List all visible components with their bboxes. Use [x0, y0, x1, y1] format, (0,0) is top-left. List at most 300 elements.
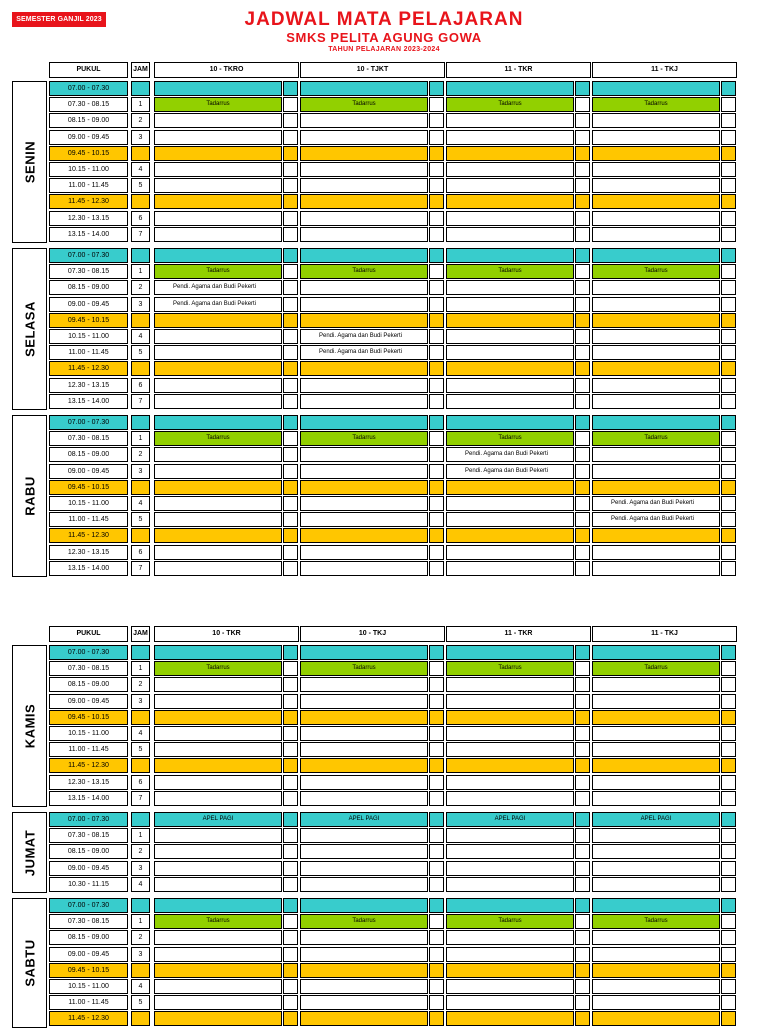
subject-cell — [592, 248, 720, 263]
jam-cell: 4 — [131, 329, 150, 344]
subject-cell — [446, 178, 574, 193]
subject-cell — [446, 742, 574, 757]
teacher-code-cell — [721, 447, 736, 462]
subject-cell: Tadarrus — [154, 264, 282, 279]
subject-cell — [154, 313, 282, 328]
subject-cell — [592, 480, 720, 495]
teacher-code-cell — [283, 415, 298, 430]
subject-cell — [592, 178, 720, 193]
teacher-code-cell — [575, 480, 590, 495]
subject-cell — [300, 694, 428, 709]
jam-cell: 1 — [131, 431, 150, 446]
subject-cell — [592, 361, 720, 376]
teacher-code-cell — [429, 297, 444, 312]
teacher-code-cell — [721, 791, 736, 806]
teacher-code-cell — [575, 791, 590, 806]
teacher-code-cell — [283, 758, 298, 773]
subject-cell — [446, 496, 574, 511]
teacher-code-cell — [283, 963, 298, 978]
subject-cell — [592, 828, 720, 843]
subject-cell — [446, 898, 574, 913]
teacher-code-cell — [429, 742, 444, 757]
teacher-code-cell — [429, 447, 444, 462]
teacher-code-cell — [721, 162, 736, 177]
teacher-code-cell — [721, 677, 736, 692]
jam-cell: 4 — [131, 496, 150, 511]
teacher-code-cell — [283, 194, 298, 209]
time-cell: 11.00 - 11.45 — [49, 512, 128, 527]
subject-cell: Pendi. Agama dan Budi Pekerti — [300, 329, 428, 344]
teacher-code-cell — [283, 995, 298, 1010]
subject-cell — [300, 979, 428, 994]
teacher-code-cell — [429, 947, 444, 962]
subject-cell: APEL PAGI — [300, 812, 428, 827]
subject-cell — [300, 280, 428, 295]
subject-cell — [154, 995, 282, 1010]
subject-cell: Tadarrus — [300, 914, 428, 929]
teacher-code-cell — [429, 995, 444, 1010]
jam-cell: 3 — [131, 130, 150, 145]
subject-cell: Pendi. Agama dan Budi Pekerti — [154, 297, 282, 312]
header-class: 11 - TKR — [446, 62, 591, 78]
teacher-code-cell — [429, 345, 444, 360]
teacher-code-cell — [429, 329, 444, 344]
teacher-code-cell — [429, 394, 444, 409]
teacher-code-cell — [575, 297, 590, 312]
teacher-code-cell — [721, 178, 736, 193]
teacher-code-cell — [283, 645, 298, 660]
subject-cell — [592, 898, 720, 913]
subject-cell — [446, 146, 574, 161]
subject-cell — [154, 146, 282, 161]
day-label-box — [12, 81, 47, 243]
subject-cell — [446, 211, 574, 226]
subject-cell: Tadarrus — [154, 97, 282, 112]
teacher-code-cell — [283, 248, 298, 263]
subject-cell — [446, 561, 574, 576]
subject-cell — [154, 758, 282, 773]
teacher-code-cell — [721, 694, 736, 709]
subject-cell — [300, 194, 428, 209]
time-cell: 07.00 - 07.30 — [49, 898, 128, 913]
subject-cell — [446, 877, 574, 892]
teacher-code-cell — [429, 877, 444, 892]
subject-cell — [154, 394, 282, 409]
teacher-code-cell — [721, 415, 736, 430]
teacher-code-cell — [721, 97, 736, 112]
subject-cell — [300, 963, 428, 978]
subject-cell: Tadarrus — [300, 661, 428, 676]
teacher-code-cell — [283, 394, 298, 409]
subject-cell — [154, 81, 282, 96]
time-cell: 07.00 - 07.30 — [49, 248, 128, 263]
subject-cell — [592, 979, 720, 994]
teacher-code-cell — [429, 280, 444, 295]
teacher-code-cell — [283, 496, 298, 511]
teacher-code-cell — [721, 512, 736, 527]
teacher-code-cell — [721, 194, 736, 209]
jam-cell: 2 — [131, 930, 150, 945]
subject-cell — [446, 81, 574, 96]
teacher-code-cell — [429, 415, 444, 430]
teacher-code-cell — [721, 248, 736, 263]
teacher-code-cell — [721, 645, 736, 660]
subject-cell — [446, 930, 574, 945]
subject-cell: APEL PAGI — [154, 812, 282, 827]
subject-cell — [592, 1011, 720, 1026]
teacher-code-cell — [721, 329, 736, 344]
teacher-code-cell — [429, 545, 444, 560]
teacher-code-cell — [721, 758, 736, 773]
teacher-code-cell — [721, 345, 736, 360]
teacher-code-cell — [575, 694, 590, 709]
time-cell: 12.30 - 13.15 — [49, 545, 128, 560]
time-cell: 13.15 - 14.00 — [49, 227, 128, 242]
time-cell: 09.45 - 10.15 — [49, 313, 128, 328]
teacher-code-cell — [429, 361, 444, 376]
subject-cell — [154, 227, 282, 242]
time-cell: 13.15 - 14.00 — [49, 791, 128, 806]
subject-cell: Tadarrus — [446, 431, 574, 446]
subject-cell — [592, 297, 720, 312]
jam-cell — [131, 812, 150, 827]
teacher-code-cell — [721, 947, 736, 962]
subject-cell — [592, 329, 720, 344]
time-cell: 10.30 - 11.15 — [49, 877, 128, 892]
subject-cell — [592, 378, 720, 393]
time-cell: 10.15 - 11.00 — [49, 329, 128, 344]
subject-cell — [300, 130, 428, 145]
subject-cell — [300, 447, 428, 462]
subject-cell: Tadarrus — [154, 914, 282, 929]
subject-cell — [154, 710, 282, 725]
teacher-code-cell — [575, 345, 590, 360]
subject-cell — [300, 162, 428, 177]
teacher-code-cell — [575, 979, 590, 994]
teacher-code-cell — [575, 947, 590, 962]
subject-cell — [446, 194, 574, 209]
teacher-code-cell — [429, 758, 444, 773]
teacher-code-cell — [429, 645, 444, 660]
semester-badge: SEMESTER GANJIL 2023 — [12, 12, 106, 27]
teacher-code-cell — [575, 812, 590, 827]
teacher-code-cell — [575, 97, 590, 112]
subject-cell — [592, 861, 720, 876]
teacher-code-cell — [429, 130, 444, 145]
time-cell: 11.45 - 12.30 — [49, 758, 128, 773]
header-class: 10 - TKR — [154, 626, 299, 642]
jam-cell: 2 — [131, 113, 150, 128]
subject-cell — [592, 394, 720, 409]
subject-cell — [300, 146, 428, 161]
teacher-code-cell — [283, 447, 298, 462]
subject-cell — [446, 313, 574, 328]
time-cell: 07.30 - 08.15 — [49, 828, 128, 843]
subject-cell — [154, 1011, 282, 1026]
jam-cell: 3 — [131, 861, 150, 876]
subject-cell — [446, 694, 574, 709]
teacher-code-cell — [283, 947, 298, 962]
jam-cell: 1 — [131, 661, 150, 676]
subject-cell — [300, 496, 428, 511]
subject-cell — [446, 415, 574, 430]
subject-cell — [300, 677, 428, 692]
subject-cell — [154, 742, 282, 757]
teacher-code-cell — [429, 844, 444, 859]
subject-cell — [300, 828, 428, 843]
teacher-code-cell — [721, 464, 736, 479]
jam-cell: 1 — [131, 264, 150, 279]
subject-cell — [154, 561, 282, 576]
subject-cell — [592, 464, 720, 479]
time-cell: 07.30 - 08.15 — [49, 431, 128, 446]
teacher-code-cell — [575, 828, 590, 843]
teacher-code-cell — [283, 742, 298, 757]
teacher-code-cell — [429, 914, 444, 929]
teacher-code-cell — [429, 791, 444, 806]
teacher-code-cell — [575, 178, 590, 193]
subject-cell — [154, 496, 282, 511]
subject-cell — [154, 694, 282, 709]
subject-cell — [300, 394, 428, 409]
teacher-code-cell — [575, 394, 590, 409]
day-label-box — [12, 812, 47, 893]
jam-cell: 3 — [131, 464, 150, 479]
teacher-code-cell — [575, 264, 590, 279]
teacher-code-cell — [429, 963, 444, 978]
subject-cell: Tadarrus — [154, 431, 282, 446]
subject-cell — [300, 545, 428, 560]
subject-cell — [300, 898, 428, 913]
subject-cell — [300, 726, 428, 741]
time-cell: 12.30 - 13.15 — [49, 775, 128, 790]
subject-cell — [446, 828, 574, 843]
day-name: SENIN — [22, 140, 37, 184]
subject-cell — [446, 394, 574, 409]
teacher-code-cell — [283, 812, 298, 827]
jam-cell — [131, 194, 150, 209]
teacher-code-cell — [721, 995, 736, 1010]
teacher-code-cell — [429, 113, 444, 128]
teacher-code-cell — [283, 431, 298, 446]
subject-cell — [154, 930, 282, 945]
jam-cell: 5 — [131, 512, 150, 527]
jam-cell: 1 — [131, 828, 150, 843]
teacher-code-cell — [575, 775, 590, 790]
teacher-code-cell — [575, 677, 590, 692]
teacher-code-cell — [283, 227, 298, 242]
teacher-code-cell — [283, 81, 298, 96]
subject-cell: APEL PAGI — [446, 812, 574, 827]
subject-cell — [592, 742, 720, 757]
subject-cell — [446, 162, 574, 177]
teacher-code-cell — [283, 146, 298, 161]
subject-cell — [154, 447, 282, 462]
subject-cell — [446, 329, 574, 344]
subject-cell: Tadarrus — [592, 431, 720, 446]
teacher-code-cell — [283, 710, 298, 725]
teacher-code-cell — [575, 113, 590, 128]
subject-cell — [592, 775, 720, 790]
subject-cell — [446, 791, 574, 806]
teacher-code-cell — [721, 146, 736, 161]
teacher-code-cell — [429, 431, 444, 446]
subject-cell — [592, 963, 720, 978]
subject-cell — [154, 979, 282, 994]
teacher-code-cell — [429, 861, 444, 876]
time-cell: 08.15 - 09.00 — [49, 113, 128, 128]
subject-cell — [300, 861, 428, 876]
time-cell: 07.30 - 08.15 — [49, 97, 128, 112]
teacher-code-cell — [575, 496, 590, 511]
header-class: 11 - TKJ — [592, 626, 737, 642]
subject-cell — [154, 828, 282, 843]
teacher-code-cell — [283, 113, 298, 128]
subject-cell — [300, 211, 428, 226]
subject-cell — [446, 361, 574, 376]
teacher-code-cell — [575, 431, 590, 446]
time-cell: 07.30 - 08.15 — [49, 264, 128, 279]
subject-cell — [154, 775, 282, 790]
subject-cell — [446, 345, 574, 360]
subject-cell: Tadarrus — [446, 264, 574, 279]
jam-cell: 4 — [131, 877, 150, 892]
teacher-code-cell — [721, 378, 736, 393]
subject-cell — [592, 947, 720, 962]
subject-cell — [154, 963, 282, 978]
teacher-code-cell — [721, 528, 736, 543]
subject-cell — [154, 512, 282, 527]
teacher-code-cell — [283, 1011, 298, 1026]
time-cell: 09.00 - 09.45 — [49, 464, 128, 479]
teacher-code-cell — [429, 812, 444, 827]
subject-cell — [154, 898, 282, 913]
jam-cell: 2 — [131, 844, 150, 859]
teacher-code-cell — [721, 431, 736, 446]
jam-cell — [131, 528, 150, 543]
time-cell: 09.00 - 09.45 — [49, 947, 128, 962]
time-cell: 09.45 - 10.15 — [49, 710, 128, 725]
header-class: 10 - TKRO — [154, 62, 299, 78]
teacher-code-cell — [283, 877, 298, 892]
subject-cell — [300, 947, 428, 962]
subject-cell — [592, 710, 720, 725]
subject-cell — [300, 775, 428, 790]
time-cell: 09.00 - 09.45 — [49, 130, 128, 145]
teacher-code-cell — [721, 561, 736, 576]
subject-cell — [592, 345, 720, 360]
teacher-code-cell — [429, 710, 444, 725]
subject-cell — [446, 113, 574, 128]
subject-cell — [300, 512, 428, 527]
subject-cell — [154, 545, 282, 560]
teacher-code-cell — [575, 146, 590, 161]
teacher-code-cell — [283, 528, 298, 543]
subject-cell — [300, 464, 428, 479]
subject-cell: Pendi. Agama dan Budi Pekerti — [592, 496, 720, 511]
teacher-code-cell — [721, 81, 736, 96]
subject-cell — [592, 791, 720, 806]
teacher-code-cell — [429, 81, 444, 96]
subject-cell: Tadarrus — [592, 97, 720, 112]
teacher-code-cell — [575, 914, 590, 929]
teacher-code-cell — [721, 930, 736, 945]
subject-cell — [300, 480, 428, 495]
teacher-code-cell — [721, 1011, 736, 1026]
subject-cell — [446, 979, 574, 994]
teacher-code-cell — [575, 378, 590, 393]
teacher-code-cell — [283, 480, 298, 495]
subject-cell — [446, 645, 574, 660]
teacher-code-cell — [283, 280, 298, 295]
teacher-code-cell — [283, 162, 298, 177]
jam-cell: 6 — [131, 378, 150, 393]
time-cell: 08.15 - 09.00 — [49, 447, 128, 462]
jam-cell: 5 — [131, 742, 150, 757]
teacher-code-cell — [429, 694, 444, 709]
teacher-code-cell — [721, 480, 736, 495]
subject-cell — [154, 113, 282, 128]
jam-cell: 2 — [131, 447, 150, 462]
teacher-code-cell — [283, 345, 298, 360]
time-cell: 13.15 - 14.00 — [49, 561, 128, 576]
header-pukul: PUKUL — [49, 626, 128, 642]
time-cell: 13.15 - 14.00 — [49, 394, 128, 409]
time-cell: 12.30 - 13.15 — [49, 211, 128, 226]
teacher-code-cell — [721, 297, 736, 312]
subject-cell — [154, 178, 282, 193]
jam-cell — [131, 645, 150, 660]
time-cell: 10.15 - 11.00 — [49, 496, 128, 511]
jam-cell: 5 — [131, 178, 150, 193]
subject-cell — [154, 791, 282, 806]
jam-cell: 3 — [131, 694, 150, 709]
subject-cell — [592, 645, 720, 660]
jam-cell: 3 — [131, 947, 150, 962]
day-name: KAMIS — [22, 703, 37, 749]
teacher-code-cell — [429, 726, 444, 741]
subject-cell — [446, 726, 574, 741]
time-cell: 09.45 - 10.15 — [49, 146, 128, 161]
day-name: SABTU — [22, 939, 37, 987]
subject-cell — [592, 677, 720, 692]
time-cell: 10.15 - 11.00 — [49, 726, 128, 741]
subject-cell — [592, 146, 720, 161]
subject-cell — [300, 742, 428, 757]
teacher-code-cell — [283, 726, 298, 741]
subject-cell: Pendi. Agama dan Budi Pekerti — [592, 512, 720, 527]
teacher-code-cell — [429, 528, 444, 543]
teacher-code-cell — [429, 677, 444, 692]
subject-cell — [154, 378, 282, 393]
day-label-box — [12, 898, 47, 1028]
teacher-code-cell — [283, 677, 298, 692]
time-cell: 11.45 - 12.30 — [49, 194, 128, 209]
teacher-code-cell — [429, 313, 444, 328]
subject-cell — [592, 81, 720, 96]
header-pukul: PUKUL — [49, 62, 128, 78]
time-cell: 09.45 - 10.15 — [49, 480, 128, 495]
header-jam: JAM — [131, 62, 150, 78]
subject-cell — [592, 194, 720, 209]
jam-cell: 3 — [131, 297, 150, 312]
subject-cell — [300, 415, 428, 430]
subject-cell — [446, 545, 574, 560]
teacher-code-cell — [721, 227, 736, 242]
teacher-code-cell — [575, 710, 590, 725]
subject-cell — [154, 726, 282, 741]
teacher-code-cell — [429, 828, 444, 843]
